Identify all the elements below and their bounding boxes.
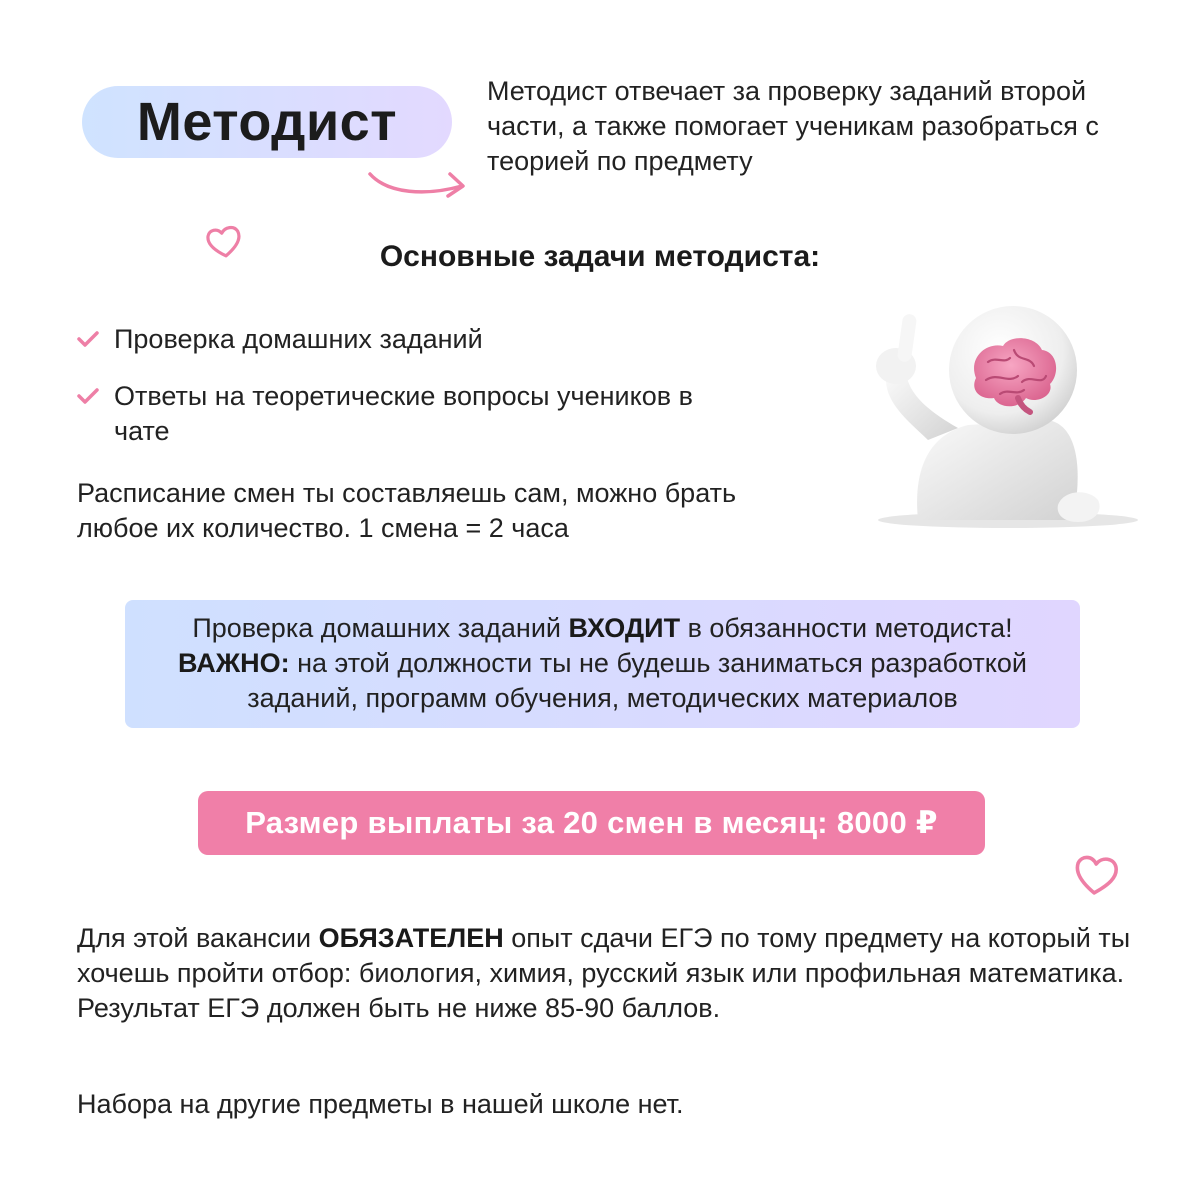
important-label: ВАЖНО:: [178, 648, 290, 678]
requirement-emphasis: ОБЯЗАТЕЛЕН: [318, 923, 504, 953]
curved-arrow-icon: [366, 164, 470, 204]
info-line-1: [125, 611, 1080, 646]
payment-banner: [198, 791, 985, 855]
checkmark-icon: [76, 330, 100, 348]
section-heading: Основные задачи методиста:: [379, 240, 821, 273]
task-label: Ответы на теоретические вопросы учеников в чате: [114, 381, 693, 446]
page-title: Методист: [136, 92, 398, 152]
list-item: [76, 379, 776, 449]
info-text: в обязанности методиста!: [680, 613, 1013, 643]
list-item: [76, 322, 776, 357]
requirement-text: [77, 921, 1137, 1026]
info-text: Проверка домашних заданий: [192, 613, 569, 643]
task-list: [76, 322, 776, 471]
note-text: Набора на другие предметы в нашей школе нет.: [77, 1089, 684, 1119]
info-line-2: [125, 646, 1080, 716]
info-emphasis: ВХОДИТ: [568, 613, 681, 643]
title-pill: [82, 86, 452, 158]
info-text: на этой должности ты не будешь заниматься разработкой заданий, программ обучения, методических материалов: [247, 648, 1027, 713]
requirement-part: опыт сдачи ЕГЭ по тому предмету на который ты хочешь пройти отбор: биология, химия, русский язык или профильная математика. Результат ЕГЭ должен быть не ниже 85-90 баллов.: [77, 923, 1131, 1023]
thinking-figure-illustration: [858, 300, 1148, 540]
payment-text: Размер выплаты за 20 смен в месяц: 8000 ₽: [245, 805, 938, 840]
info-box: [125, 600, 1080, 728]
schedule-text: Расписание смен ты составляешь сам, можно брать любое их количество. 1 смена = 2 часа: [77, 478, 737, 543]
task-label: Проверка домашних заданий: [114, 324, 483, 354]
intro-text: Методист отвечает за проверку заданий второй части, а также помогает ученикам разобраться с теорией по предмету: [487, 76, 1099, 176]
checkmark-icon: [76, 387, 100, 405]
heart-icon: [1071, 852, 1121, 898]
requirement-part: Для этой вакансии: [77, 923, 319, 953]
